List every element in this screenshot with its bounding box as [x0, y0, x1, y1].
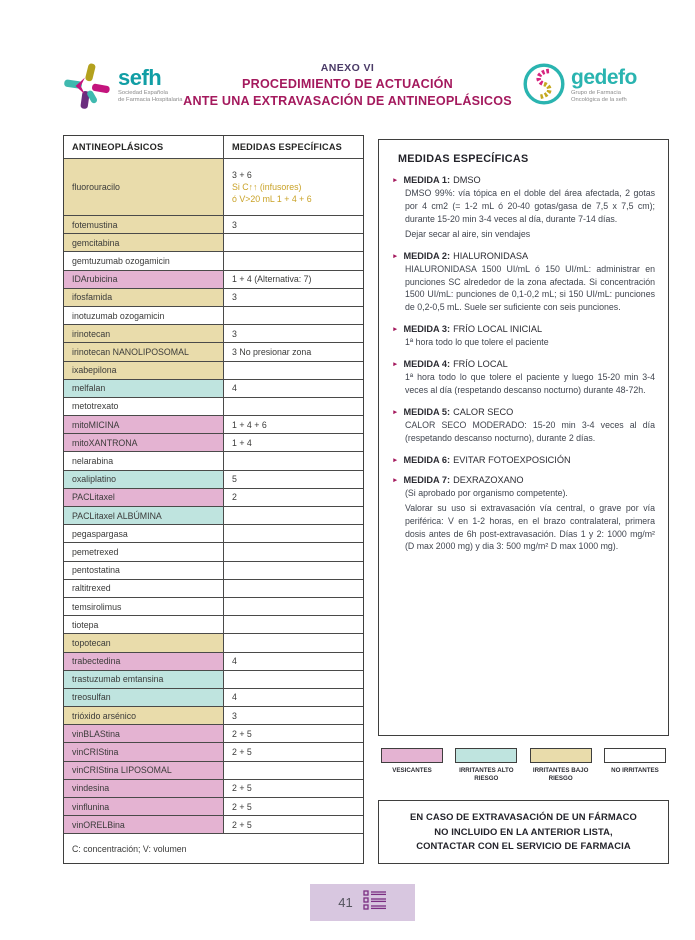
measure-name: EVITAR FOTOEXPOSICIÓN [453, 454, 571, 465]
drug-name-cell: irinotecan [64, 325, 224, 342]
measure-item [392, 324, 655, 349]
drug-name-cell: fluorouracilo [64, 159, 224, 215]
table-row [64, 307, 363, 325]
measure-heading [392, 175, 655, 185]
table-row [64, 452, 363, 470]
measure-heading [392, 475, 655, 485]
measures-cell [224, 362, 363, 379]
drug-name-cell: ifosfamida [64, 289, 224, 306]
bullet-arrow-icon: ► [392, 326, 399, 334]
legend-swatch [455, 748, 517, 763]
measure-item [392, 407, 655, 445]
drug-name-cell: trabectedina [64, 653, 224, 670]
drug-name-cell: oxaliplatino [64, 471, 224, 488]
legend-item [452, 748, 520, 783]
measure-name: FRÍO LOCAL INICIAL [453, 324, 543, 335]
drug-name-cell: gemtuzumab ozogamicin [64, 252, 224, 269]
measure-label: MEDIDA 3: [403, 324, 451, 335]
measures-cell [224, 616, 363, 633]
measures-cell: 2 + 5 [232, 783, 252, 794]
drug-name-cell: ixabepilona [64, 362, 224, 379]
table-footnote: C: concentración; V: volumen [72, 843, 187, 854]
drug-name-cell: mitoMICINA [64, 416, 224, 433]
drug-name-cell: vindesina [64, 780, 224, 797]
drug-name-cell: mitoXANTRONA [64, 434, 224, 451]
table-row [64, 416, 363, 434]
sefh-tagline-2: de Farmacia Hospitalaria [118, 97, 183, 103]
table-row [64, 543, 363, 561]
measure-heading [392, 455, 655, 465]
measure-item [392, 175, 655, 241]
page-title: PROCEDIMIENTO DE ACTUACIÓN [242, 77, 453, 91]
antineoplastics-table [63, 135, 364, 864]
gedefo-helix-icon [522, 62, 566, 111]
measure-body: Valorar su uso si extravasación vía central, o grave por vía periférica: V en 1-2 horas, en el brazo contralateral, primera dosis antes de 6h post-extravasación. Días 1 y 2: 1000 mg/m² (D max 2000 mg) y dia 3: 500 mg/m² D max 1000 mg). [405, 502, 655, 552]
table-row [64, 616, 363, 634]
measures-cell: 3 [232, 328, 237, 339]
bullet-arrow-icon: ► [392, 476, 399, 484]
measure-label: MEDIDA 2: [403, 250, 451, 261]
warning-line: NO INCLUIDO EN LA ANTERIOR LISTA, [434, 825, 613, 837]
drug-name-cell: vinBLAStina [64, 725, 224, 742]
drug-name-cell: vinORELBina [64, 816, 224, 833]
legend-item [527, 748, 595, 783]
table-row [64, 380, 363, 398]
drug-name-cell: tiotepa [64, 616, 224, 633]
legend-swatch [604, 748, 666, 763]
bullet-arrow-icon: ► [392, 252, 399, 260]
medidas-especificas-panel [378, 139, 669, 736]
measures-cell [224, 234, 363, 251]
measures-cell [224, 507, 363, 524]
measure-name: FRÍO LOCAL [453, 359, 508, 370]
table-row [64, 743, 363, 761]
page-subtitle: ANTE UNA EXTRAVASACIÓN DE ANTINEOPLÁSICOS [183, 94, 512, 108]
table-row [64, 562, 363, 580]
table-row [64, 598, 363, 616]
table-row [64, 289, 363, 307]
measures-cell: 1 + 4 + 6 [232, 419, 267, 430]
table-row [64, 580, 363, 598]
table-row [64, 780, 363, 798]
measure-heading [392, 407, 655, 417]
drug-name-cell: PACLitaxel [64, 489, 224, 506]
measures-cell: 2 [232, 492, 237, 503]
measures-cell: 4 [232, 383, 237, 394]
measures-cell: 5 [232, 474, 237, 485]
measures-cell [224, 525, 363, 542]
legend-label: IRRITANTES ALTO RIESGO [459, 767, 514, 782]
gedefo-logo [522, 62, 637, 111]
drug-name-cell: vinflunina [64, 798, 224, 815]
table-body [64, 159, 363, 834]
drug-name-cell: fotemustina [64, 216, 224, 233]
legend-item [601, 748, 669, 783]
measures-cell [224, 762, 363, 779]
measures-cell: 1 + 4 (Alternativa: 7) [232, 274, 312, 285]
table-row [64, 798, 363, 816]
measure-note-highlight: ó V>20 mL 1 + 4 + 6 [232, 194, 312, 204]
measures-cell: 2 + 5 [232, 728, 252, 739]
drug-name-cell: gemcitabina [64, 234, 224, 251]
bullet-arrow-icon: ► [392, 177, 399, 184]
measure-name: DMSO [453, 175, 481, 185]
table-header-antineoplasicos: ANTINEOPLÁSICOS [64, 136, 224, 158]
measures-cell [224, 252, 363, 269]
table-row [64, 689, 363, 707]
table-row [64, 489, 363, 507]
drug-name-cell: topotecan [64, 634, 224, 651]
gedefo-wordmark: gedefo [571, 66, 637, 89]
sefh-wordmark: sefh [118, 65, 162, 90]
table-row [64, 653, 363, 671]
measure-body: CALOR SECO MODERADO: 15-20 min 3-4 veces al día (respetando descanso nocturno), durante 2 días. [405, 419, 655, 443]
table-row [64, 707, 363, 725]
table-header-row [64, 136, 363, 159]
drug-name-cell: pegaspargasa [64, 525, 224, 542]
table-row [64, 325, 363, 343]
measures-cell [224, 452, 363, 469]
drug-name-cell: nelarabina [64, 452, 224, 469]
measure-body: 1ª hora todo lo que tolere el paciente [405, 337, 549, 348]
drug-name-cell: IDArubicina [64, 271, 224, 288]
table-row [64, 159, 363, 216]
page-footer [310, 884, 415, 921]
legend-label: VESICANTES [392, 767, 432, 774]
measure-body: 1ª hora todo lo que tolere el paciente y luego 15-20 min 3-4 veces al día (respetando descanso nocturno) durante 48-72h. [405, 372, 655, 396]
measures-cell: 3 [232, 710, 237, 721]
drug-name-cell: treosulfan [64, 689, 224, 706]
drug-name-cell: irinotecan NANOLIPOSOMAL [64, 343, 224, 360]
drug-name-cell: pemetrexed [64, 543, 224, 560]
measures-cell: 1 + 4 [232, 437, 252, 448]
measures-cell [224, 580, 363, 597]
measures-cell [224, 671, 363, 688]
drug-name-cell: trióxido arsénico [64, 707, 224, 724]
measures-cell: 4 [232, 656, 237, 667]
drug-name-cell: raltitrexed [64, 580, 224, 597]
measure-note-highlight: Si C↑↑ (infusores) [232, 182, 302, 192]
drug-name-cell: melfalan [64, 380, 224, 397]
table-row [64, 762, 363, 780]
measure-item [392, 359, 655, 397]
measures-cell: 3 [232, 219, 237, 230]
bullet-arrow-icon: ► [392, 361, 399, 369]
sefh-tagline-1: Sociedad Española [118, 90, 168, 96]
drug-name-cell: inotuzumab ozogamicin [64, 307, 224, 324]
table-row [64, 362, 363, 380]
measure-heading [392, 359, 655, 369]
category-legend [378, 748, 669, 783]
measure-label: MEDIDA 5: [403, 406, 451, 417]
drug-name-cell: metotrexato [64, 398, 224, 415]
table-row [64, 525, 363, 543]
drug-name-cell: trastuzumab emtansina [64, 671, 224, 688]
measures-cell: 4 [232, 692, 237, 703]
measures-cell: 3 No presionar zona [232, 346, 312, 357]
panel-title: MEDIDAS ESPECÍFICAS [398, 153, 529, 165]
measures-cell [224, 159, 363, 215]
measure-body: Dejar secar al aire, sin vendajes [405, 228, 531, 239]
measures-cell [224, 598, 363, 615]
drug-name-cell: temsirolimus [64, 598, 224, 615]
warning-box [378, 800, 669, 864]
measure-body: (Si aprobado por organismo competente). [405, 487, 568, 498]
measure-body: DMSO 99%: vía tópica en el doble del área afectada, 2 gotas por 4 cm2 (= 1-2 mL ó 20-40 gotas/gasa de 7,5 x 7,5 cm); durante 15-20 min 3-4 veces al día, durante 7-14 días. [405, 188, 655, 224]
table-row [64, 507, 363, 525]
measure-name: DEXRAZOXANO [453, 474, 524, 485]
table-row [64, 471, 363, 489]
gedefo-tagline-1: Grupo de Farmacia [571, 90, 621, 96]
legend-label: IRRITANTES BAJO RIESGO [532, 767, 589, 782]
legend-item [378, 748, 446, 783]
table-row [64, 634, 363, 652]
measures-cell [224, 307, 363, 324]
table-row [64, 671, 363, 689]
bullet-arrow-icon: ► [392, 456, 399, 464]
warning-line: CONTACTAR CON EL SERVICIO DE FARMACIA [416, 840, 631, 852]
table-row [64, 234, 363, 252]
measures-cell: 3 [232, 292, 237, 303]
table-row [64, 216, 363, 234]
drug-name-cell: PACLitaxel ALBÚMINA [64, 507, 224, 524]
measure-name: HIALURONIDASA [453, 250, 529, 261]
table-row [64, 434, 363, 452]
measures-cell [224, 398, 363, 415]
measure-body: HIALURONIDASA 1500 UI/mL ó 150 UI/mL: administrar en punciones SC alrededor de la zona afectada. Si concentración 1500 UI/mL: punciones de 0,1-0,2 mL; si 150 UI/mL: punciones de 0,2-0,5 mL. Suele ser suficiente con seis punciones. [405, 263, 655, 313]
warning-line: EN CASO DE EXTRAVASACIÓN DE UN FÁRMACO [410, 811, 637, 823]
measure-code: 3 + 6 [232, 170, 252, 180]
measure-label: MEDIDA 6: [403, 454, 451, 465]
table-header-medidas: MEDIDAS ESPECÍFICAS [232, 142, 342, 152]
gedefo-tagline-2: Oncológica de la sefh [571, 97, 627, 103]
table-row [64, 816, 363, 834]
legend-label: NO IRRITANTES [611, 767, 659, 774]
measures-cell: 2 + 5 [232, 819, 252, 830]
measure-label: MEDIDA 4: [403, 359, 451, 370]
measures-cell [224, 634, 363, 651]
table-row [64, 725, 363, 743]
list-icon [363, 888, 387, 917]
measure-label: MEDIDA 1: [403, 175, 451, 185]
measure-item [392, 251, 655, 315]
measure-label: MEDIDA 7: [403, 474, 451, 485]
measure-item [392, 455, 655, 465]
anexo-label: ANEXO VI [320, 62, 375, 74]
drug-name-cell: vinCRIStina [64, 743, 224, 760]
measure-name: CALOR SECO [453, 406, 514, 417]
table-row [64, 271, 363, 289]
page-number: 41 [338, 895, 353, 910]
measure-item [392, 475, 655, 554]
measures-cell: 2 + 5 [232, 801, 252, 812]
table-row [64, 398, 363, 416]
legend-swatch [530, 748, 592, 763]
drug-name-cell: pentostatina [64, 562, 224, 579]
table-row [64, 252, 363, 270]
measure-heading [392, 324, 655, 334]
measures-cell: 2 + 5 [232, 747, 252, 758]
bullet-arrow-icon: ► [392, 408, 399, 416]
measure-heading [392, 251, 655, 261]
measures-cell [224, 543, 363, 560]
legend-swatch [381, 748, 443, 763]
measures-cell [224, 562, 363, 579]
measures-list [392, 175, 655, 553]
drug-name-cell: vinCRIStina LIPOSOMAL [64, 762, 224, 779]
table-row [64, 343, 363, 361]
